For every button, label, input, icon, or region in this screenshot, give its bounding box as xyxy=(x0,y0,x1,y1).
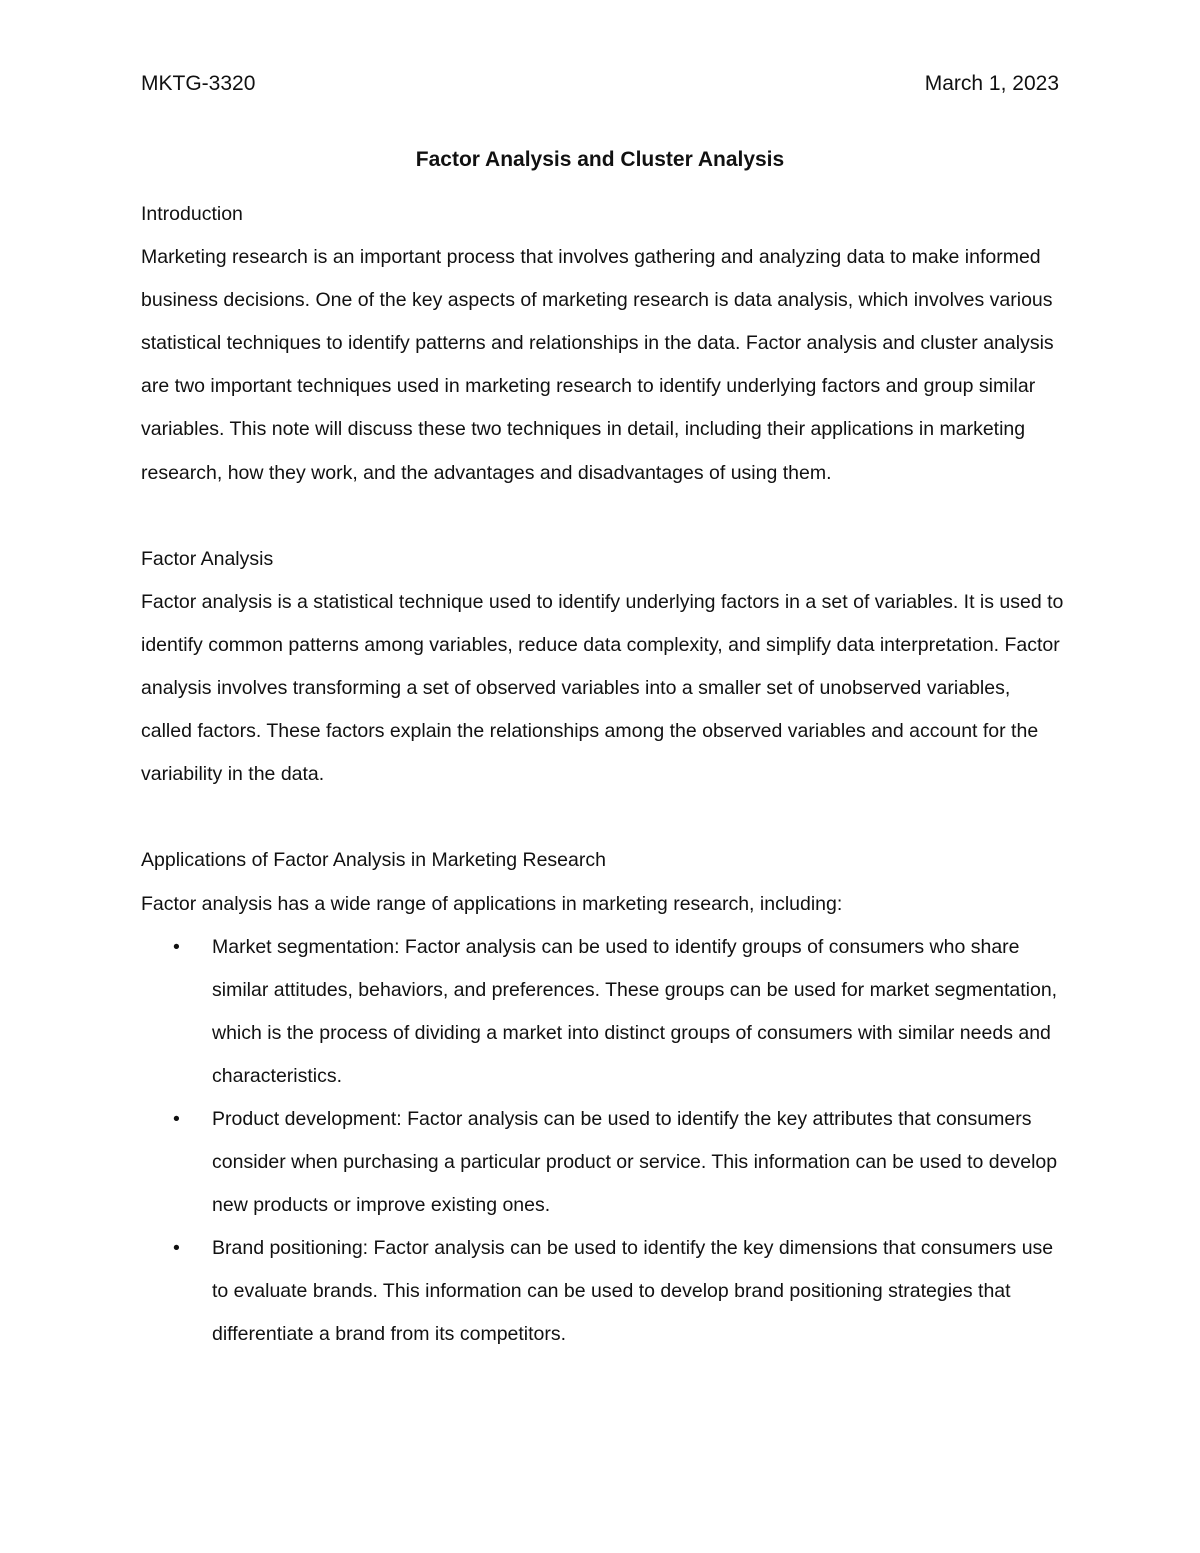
section-spacer xyxy=(141,796,1066,839)
list-item xyxy=(141,1227,1066,1356)
introduction-heading: Introduction xyxy=(141,203,243,225)
bullet-icon: • xyxy=(173,1107,180,1130)
section-spacer xyxy=(141,495,1066,538)
applications-intro: Factor analysis has a wide range of applications in marketing research, including: xyxy=(141,892,843,915)
bullet-icon: • xyxy=(173,1237,180,1260)
course-code: MKTG-3320 xyxy=(141,72,256,95)
list-item xyxy=(141,1098,1066,1227)
factor-analysis-paragraph: Factor analysis is a statistical technique used to identify underlying factors in a set of variables. It is used to identify common patterns among variables, reduce data complexity, and simplify data interpretation. Factor analysis involves transforming a set of observed variables into a smaller set of unobserved variables, called factors. These factors explain the relationships among the observed variables and account for the variability in the data. xyxy=(141,590,1064,786)
document-body xyxy=(141,193,1066,1357)
list-item-text: Product development: Factor analysis can be used to identify the key attributes that consumers consider when purchasing a particular product or service. This information can be used to develop new products or improve existing ones. xyxy=(212,1107,1058,1217)
applications-heading: Applications of Factor Analysis in Marketing Research xyxy=(141,849,606,872)
document-date: March 1, 2023 xyxy=(924,72,1059,95)
introduction-paragraph: Marketing research is an important process that involves gathering and analyzing data to make informed business decisions. One of the key aspects of marketing research is data analysis, which involves various statistical techniques to identify patterns and relationships in the data. Factor analysis and cluster analysis are two important techniques used in marketing research to identify underlying factors and group similar variables. This note will discuss these two techniques in detail, including their applications in marketing research, how they work, and the advantages and disadvantages of using them. xyxy=(141,246,1054,484)
applications-list xyxy=(141,926,1066,1357)
factor-analysis-heading: Factor Analysis xyxy=(141,547,274,570)
bullet-icon: • xyxy=(173,935,180,958)
list-item-text: Market segmentation: Factor analysis can be used to identify groups of consumers who share similar attitudes, behaviors, and preferences. These groups can be used for market segmentation, which is the process of dividing a market into distinct groups of consumers with similar needs and characteristics. xyxy=(212,935,1058,1087)
list-item-text: Brand positioning: Factor analysis can be used to identify the key dimensions that consumers use to evaluate brands. This information can be used to develop brand positioning strategies that differentiate a brand from its competitors. xyxy=(212,1237,1054,1346)
list-item xyxy=(141,926,1066,1098)
document-title: Factor Analysis and Cluster Analysis xyxy=(415,148,785,171)
